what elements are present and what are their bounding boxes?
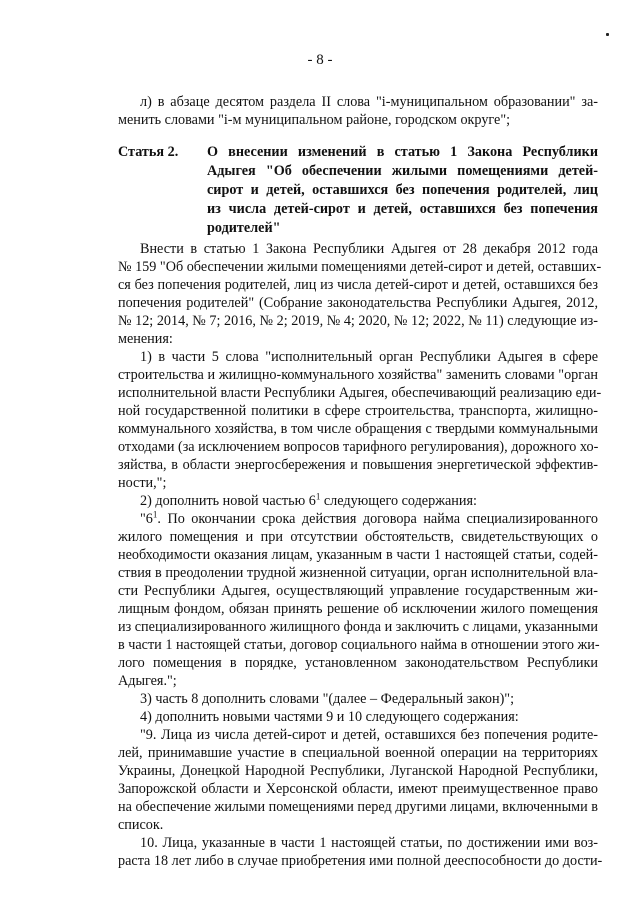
article-label: Статья 2. [118, 144, 179, 160]
body-line: ся без попечения родителей, лиц из числа детей-сирот и детей, оставшихся без [118, 277, 598, 293]
body-line: Украины, Донецкой Народной Республики, Луганской Народной Республики, [118, 763, 598, 779]
body-line: исполнительной власти Республики Адыгея, обеспечивающий реализацию еди- [118, 385, 602, 401]
body-line: список. [118, 817, 164, 833]
body-line: коммунального хозяйства, в том числе обращения с твердыми коммунальными [118, 421, 598, 437]
body-line [140, 510, 598, 528]
article-title-line: родителей" [207, 220, 281, 236]
body-line: № 12; 2014, № 7; 2016, № 2; 2019, № 4; 2020, № 12; 2022, № 11) следующие из- [118, 313, 598, 329]
body-line: лищным фондом, обязан принять решение об исключении жилого помещения [118, 601, 598, 617]
body-text: следующего содержания: [320, 493, 477, 509]
body-line: попечения родителей" (Собрание законодательства Республики Адыгея, 2012, [118, 295, 598, 311]
body-text: "6 [140, 511, 153, 527]
article-title-line: из числа детей-сирот и детей, оставшихся без попечения [207, 201, 598, 217]
body-line: Внести в статью 1 Закона Республики Адыгея от 28 декабря 2012 года [140, 241, 598, 257]
body-line: лей, принимавшие участие в специальной военной операции на территориях [118, 745, 598, 761]
body-line: 3) часть 8 дополнить словами "(далее – Федеральный закон)"; [140, 691, 515, 707]
intro-line-2: менить словами "i-м муниципальном районе, городском округе"; [118, 112, 511, 128]
body-line: раста 18 лет либо в случае приобретения ими полной дееспособности до дости- [118, 853, 603, 869]
body-line: № 159 "Об обеспечении жилыми помещениями детей-сирот и детей, оставших- [118, 259, 602, 275]
body-text: 2) дополнить новой частью 6 [140, 493, 316, 509]
body-line: на обеспечение жилыми помещениями перед другими лицами, включенными в [118, 799, 598, 815]
superscript: 1 [315, 491, 321, 502]
superscript: 1 [152, 509, 158, 520]
body-line: лого помещения в порядке, установленном законодательством Республики [118, 655, 598, 671]
body-line: жилого помещения и при отсутствии обстоятельств, свидетельствующих о [118, 529, 598, 545]
body-line: строительства и жилищно-коммунального хозяйства" заменить словами "орган [118, 367, 598, 383]
body-line: "9. Лица из числа детей-сирот и детей, оставшихся без попечения родите- [140, 727, 598, 743]
body-line: Адыгея."; [118, 673, 177, 689]
article-title-line: Адыгея "Об обеспечении жилыми помещениями детей- [207, 163, 598, 179]
intro-line-1: л) в абзаце десятом раздела II слова "i-муниципальном образовании" за- [140, 94, 598, 110]
body-line: 1) в части 5 слова "исполнительный орган Республики Адыгея в сфере [140, 349, 598, 365]
article-title [207, 143, 598, 238]
body-line: ной государственной политики в сфере строительства, транспорта, жилищно- [118, 403, 598, 419]
body-line: зяйства, в области энергосбережения и повышения энергетической эффектив- [118, 457, 598, 473]
body-line [140, 492, 477, 510]
scan-speck [606, 33, 609, 36]
page-number: - 8 - [307, 52, 333, 68]
body-line: необходимости оказания лицам, указанным в части 1 настоящей статьи, содей- [118, 547, 598, 563]
article-title-line: сирот и детей, оставшихся без попечения родителей, лиц [207, 182, 598, 198]
body-line: менения: [118, 331, 173, 347]
body-line: отходами (за исключением вопросов тарифного регулирования), дорожного хо- [118, 439, 599, 455]
body-line: 4) дополнить новыми частями 9 и 10 следующего содержания: [140, 709, 519, 725]
body-line: ности,"; [118, 475, 167, 491]
body-line: из специализированного жилищного фонда и заключить с лицами, указанными [118, 619, 598, 635]
body-line: Запорожской области и Херсонской области, имеют преимущественное право [118, 781, 598, 797]
article-title-line: О внесении изменений в статью 1 Закона Республики [207, 144, 598, 160]
body-line: 10. Лица, указанные в части 1 настоящей статьи, по достижении ими воз- [140, 835, 598, 851]
body-text: . По окончании срока действия договора найма специализированного [157, 511, 598, 527]
body-line: в части 1 настоящей статьи, договор социального найма в отношении этого жи- [118, 637, 600, 653]
body-line: ствия в преодолении трудной жизненной ситуации, орган исполнительной вла- [118, 565, 598, 581]
body-line: сти Республики Адыгея, осуществляющий управление государственным жи- [118, 583, 598, 599]
